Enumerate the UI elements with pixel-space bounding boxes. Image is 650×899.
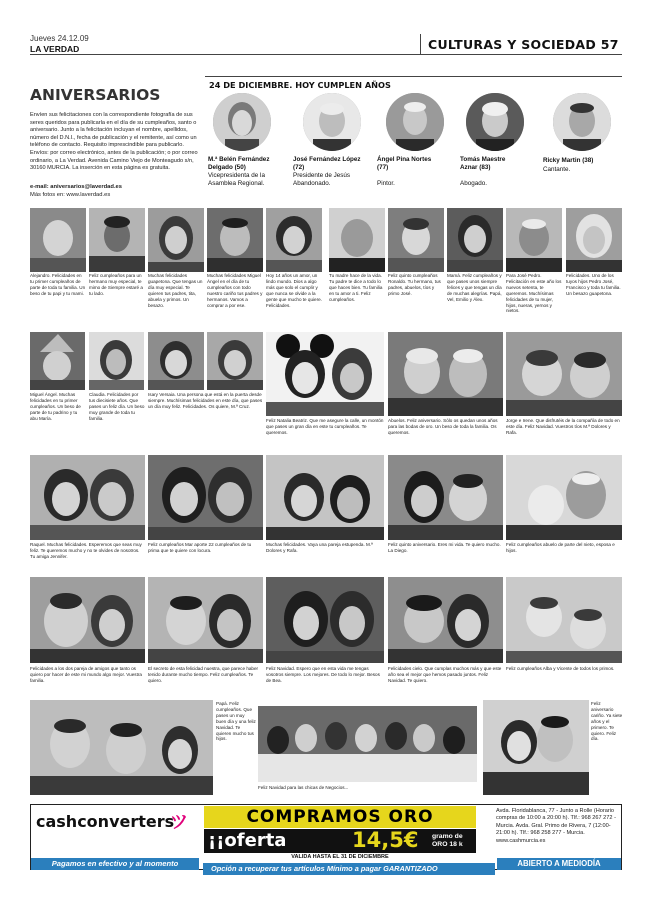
- celebrity-photo: [213, 93, 271, 151]
- page-title: ANIVERSARIOS: [30, 86, 161, 104]
- ad-bar-right: ABIERTO A MEDIODÍA: [497, 858, 621, 870]
- photo-caption: Feliz cumpleaños Alba y Vicente de todos los primos.: [506, 666, 615, 671]
- reader-photo: [388, 208, 444, 272]
- photo-caption: Feliz Navidad. Espero que en esta vida me tengas vosotros siempre. Los mejores. De todo lo mejor. Besos de Bea.: [266, 666, 380, 683]
- photo-caption: Felicidades a los dos pareja de amigos que tanto os quiero por hacer de este mi mundo algo mejor. Vuestra familia.: [30, 666, 142, 683]
- contact-email[interactable]: e-mail: aniversarios@laverdad.es: [30, 184, 123, 190]
- section-title: CULTURAS Y SOCIEDAD 57: [428, 37, 619, 52]
- reader-photo: [266, 577, 384, 663]
- photo-caption: Para José Pedro. Felicitación en este año los nuevos setenta, te queremos. Muchísimas felicidades de tu mujer, hijos, nueras, yernos y nietos.: [506, 273, 562, 314]
- reader-photo: [148, 577, 263, 663]
- reader-photo: [388, 577, 503, 663]
- celebrity-name: M.ª Belén Fernández Delgado (50): [208, 156, 270, 171]
- ad-bar-middle: Opción a recuperar tus artículos Mínimo a pagar GARANTIZADO: [203, 863, 495, 875]
- celebrity-name: Tomás Maestre Aznar (83): [460, 156, 506, 171]
- reader-photo: [483, 700, 589, 795]
- celebrity-role: Abogado.: [460, 180, 487, 187]
- intro-text: Envíen sus felicitaciones con la correspondiente fotografía de sus seres queridos para publicarla en el día de su cumpleaños, santo o aniversario. Junto a la felicitación incluyan el nombre, apellidos, número del D.N.I., fecha de publicación y el remitente, así como un teléfono de contacto. Requisito imprescindible para publicarlo. Envíos: por correo electrónico, antes de la publicación; o por correo ordinario, a La Verdad. Avenida Camino Viejo de Monteagudo s/n, 30160 MURCIA. La inserción en esta página es gratuita.: [30, 112, 198, 172]
- reader-photo: [148, 455, 263, 540]
- reader-photo: [30, 700, 213, 795]
- birthday-title: 24 DE DICIEMBRE. HOY CUMPLEN AÑOS: [209, 80, 391, 90]
- birthday-rule: [205, 76, 622, 77]
- photo-caption: Feliz quinto cumpleaños Ronaldo. Tu hermano, tus padres, abuelos, tíos y primo José.: [388, 273, 441, 296]
- photo-caption: Tu madre hace de la vida. Tu padre te dice a todo lo que haces bien. Tu familia en tu amor a ti. Feliz cumpleaños.: [329, 273, 383, 302]
- photo-caption: Feliz Natalia Beatriz. Que me asegure la calle, un montón que pases un gran día en este tu cumpleaños. Te queremos.: [266, 418, 384, 435]
- reader-photo: [148, 208, 204, 272]
- reader-photo: [207, 332, 263, 390]
- photo-caption: Feliz Navidad para las chicas de Negocios...: [258, 785, 349, 790]
- issue-date: Jueves 24.12.09: [30, 34, 89, 43]
- celebrity-photo: [386, 93, 444, 151]
- photo-caption: Hoy 14 años un amor, un lindo mundo. Dios a algo más que solo el cumplir y que nunca se olvide a la gente que mucho te quiere. Felicidades.: [266, 273, 322, 308]
- photo-caption: Raquel. Muchas felicidades. Esperemos que seas muy feliz. Te queremos mucho y no te olvides de nosotros. Tu amiga Jennifer.: [30, 542, 142, 559]
- reader-photo: [207, 208, 263, 272]
- photo-caption: Mamá. Feliz cumpleaños y que pases unos siempre felices y que tengas un día de muchas alegrías. Papá, Vel, Emilio y Álex.: [447, 273, 502, 302]
- more-photos-link[interactable]: Más fotos en: www.laverdad.es: [30, 192, 111, 198]
- header-divider: [420, 34, 421, 54]
- reader-photo: [506, 577, 622, 663]
- photo-caption: El secreto de esta felicidad nuestra, que parece haber tenido durante mucho tiempo. Feliz cumpleaños. Te quiero.: [148, 666, 259, 683]
- celebrity-photo: [303, 93, 361, 151]
- reader-photo: [506, 208, 562, 272]
- reader-photo: [506, 455, 622, 540]
- reader-photo: [89, 208, 145, 272]
- offer-validity: VALIDA HASTA EL 31 DE DICIEMBRE: [291, 854, 389, 860]
- photo-caption: Felicidades cielo. Que cumplas muchos más y que este año sea el mejor que hemos pasado juntos. Feliz Navidad. Te quiero.: [388, 666, 502, 683]
- reader-photo: [30, 332, 85, 390]
- offer-label: ¡¡oferta: [208, 830, 287, 851]
- page-number: 57: [600, 37, 619, 52]
- photo-caption: Felicidades. Uno de los tuyos hijos Pedro José, Francisco y toda tu familia. Un besazo guapetona.: [566, 273, 621, 296]
- reader-photo: [89, 332, 144, 390]
- reader-photo: [388, 332, 503, 416]
- celebrity-role: Presidente de Jesús Abandonado.: [293, 172, 351, 187]
- photo-caption: Feliz quinto aniversario. Eres mi vida. Te quiero mucho. La Diego.: [388, 542, 501, 553]
- photo-caption: Miguel Ángel. Muchas felicidades en tu primer cumpleaños. Un beso de parte de tu padrino y tu abu María.: [30, 392, 81, 421]
- photo-caption: Abuelos. Feliz aniversario. Sólo os quedan unos años para las bodas de oro. Un beso de toda la familia. Os queremos.: [388, 418, 498, 435]
- reader-photo: [329, 208, 385, 272]
- header-rule: [30, 54, 622, 55]
- celebrity-role: Vicepresidenta de la Asamblea Regional.: [208, 172, 265, 187]
- photo-caption: Alejandro. Felicidades en tu primer cumpleaños de parte de toda tu familia. Un beso de tu papi y tu mami.: [30, 273, 86, 296]
- photo-caption: Feliz aniversario cariño. Ya siete años y el primero. Te quiero. Feliz día.: [591, 701, 623, 742]
- reader-photo: [266, 208, 322, 272]
- celebrity-role: Pintor.: [377, 180, 395, 187]
- reader-photo: [266, 455, 384, 540]
- celebrity-name: Ángel Pina Nortes (77): [377, 156, 432, 171]
- reader-photo: [30, 577, 145, 663]
- reader-photo: [506, 332, 622, 416]
- celebrity-name: Ricky Martin (38): [543, 157, 594, 164]
- reader-photo: [566, 208, 622, 272]
- celebrity-photo: [466, 93, 524, 151]
- reader-photo: [30, 208, 86, 272]
- cashconverters-logo[interactable]: cashconverters: [36, 812, 175, 831]
- ad-bar-left: Pagamos en efectivo y al momento: [31, 858, 199, 870]
- celebrity-name: José Fernández López (72): [293, 156, 361, 171]
- photo-caption: Claudia. Felicidades por tus diecisiete años. Que pases un feliz día. Un beso muy grande de toda tu familia.: [89, 392, 145, 421]
- reader-photo: [258, 706, 477, 782]
- photo-caption: Feliz cumpleaños abuelo de parte del nieto, esposa e hijos.: [506, 542, 615, 553]
- ad-headline: COMPRAMOS ORO: [204, 806, 476, 828]
- photo-caption: Muchas felicidades Miguel Ángel en el día de tu cumpleaños con todo nuestro cariño tus padres y hermanos. Vamos a comprar a por ese.: [207, 273, 263, 308]
- celebrity-photo: [553, 93, 611, 151]
- photo-caption: Isary Versaia. Una persona que está en la puerta desde siempre. Muchísimas felicidades en este día, que pases un día muy feliz. Felicidades. Os quiere, M.ª Cruz.: [148, 392, 263, 409]
- smile-icon: ツ: [170, 812, 188, 833]
- reader-photo: [388, 455, 503, 540]
- celebrity-role: Cantante.: [543, 166, 571, 173]
- offer-price: 14,5€: [352, 828, 419, 852]
- photo-caption: Muchas felicidades. Vaya una pareja estupenda. M.ª Dolores y Rafa.: [266, 542, 373, 553]
- newspaper-name: LA VERDAD: [30, 44, 80, 54]
- reader-photo: [266, 332, 384, 416]
- price-unit: gramo de ORO 18 k: [432, 833, 463, 848]
- photo-caption: Feliz cumpleaños Mar aporte 22 cumpleaños de tu prima que te quiere con locura.: [148, 542, 252, 553]
- reader-photo: [148, 332, 204, 390]
- photo-caption: Papá. Feliz cumpleaños. Que pases un muy buen día y una feliz Navidad. Te quieren mucho tus hijos.: [216, 701, 256, 742]
- reader-photo: [30, 455, 145, 540]
- reader-photo: [447, 208, 503, 272]
- photo-caption: Jorge e Irene. Que disfrutéis de la compañía de todo en este día. Feliz Navidad. Vuestros tíos M.ª Dolores y Rafa.: [506, 418, 620, 435]
- photo-caption: Muchas felicidades guapetona. Que tengas un día muy especial. Te quieren tus padres, tita, abuela y primos. Un besazo.: [148, 273, 203, 308]
- store-address: Avda. Floridablanca, 77 - Junto a Rolle (Horario compras de 10:00 a 20:00 h). Tlf.: 968 267 272 - Murcia. Avda. Gral. Primo de Rivera, 7 (12:00-21:00 h). Tlf.: 968 258 277 - Murcia. www.cashmurcia.es: [496, 808, 616, 844]
- photo-caption: Feliz cumpleaños para un hermano muy especial, te mimo de Siempre estaré a tu lado.: [89, 273, 143, 296]
